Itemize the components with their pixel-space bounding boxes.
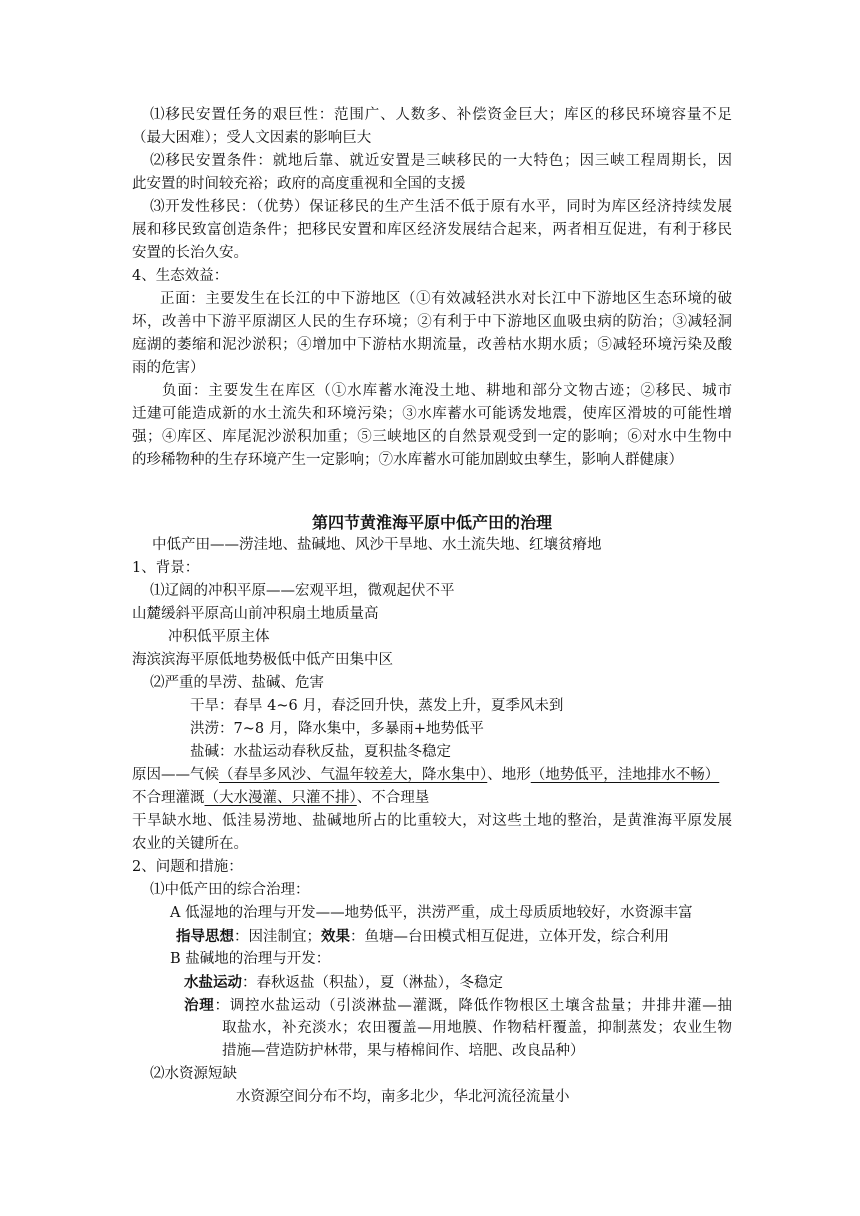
eco-benefit-heading: 4、生态效益： <box>132 268 229 284</box>
section-title: 第四节黄淮海平原中低产田的治理 <box>311 513 552 532</box>
resettle-condition-line-1: ⑵移民安置条件：就地后靠、就近安置是三峡移民的一大特色；因三峡工程周期长，因 <box>150 153 732 169</box>
eco-positive-line-2: 坏，改善中下游平原湖区人民的生存环境；②有利于中下游地区血吸虫病的防治；③减轻洞 <box>132 314 732 330</box>
eco-positive-line-3: 庭湖的萎缩和泥沙淤积；④增加中下游枯水期流量，改善枯水期水质；⑤减轻环境污染及酸 <box>132 337 732 353</box>
key-statement-line-1: 干旱缺水地、低洼易涝地、盐碱地所占的比重较大，对这些土地的整治，是黄淮海平原发展 <box>132 813 732 829</box>
resettle-task-line-1: ⑴移民安置任务的艰巨性：范围广、人数多、补偿资金巨大；库区的移民环境容量不足 <box>150 107 732 123</box>
background-coastal: 海滨滨海平原低地势极低中低产田集中区 <box>132 652 393 668</box>
measure-lowland: A 低湿地的治理与开发——地势低平，洪涝严重，成土母质质地较好，水资源丰富 <box>170 905 693 921</box>
resettle-condition-line-2: 此安置的时间较充裕；政府的高度重视和全国的支援 <box>132 176 466 192</box>
treatment-label: 治理 <box>184 997 215 1014</box>
cause-climate-label: 原因——气候 <box>132 767 219 783</box>
background-plain: ⑴辽阔的冲积平原——宏观平坦，微观起伏不平 <box>150 583 455 599</box>
cause-climate-detail: （春旱多风沙、气温年较差大，降水集中） <box>219 767 488 783</box>
background-alluvial: 冲积低平原主体 <box>168 629 270 645</box>
hazard-flood: 洪涝：7~8 月，降水集中，多暴雨+地势低平 <box>190 721 484 737</box>
measure-treatment-line-1 <box>184 994 732 1017</box>
measure-comprehensive: ⑴中低产田的综合治理： <box>150 882 310 898</box>
dev-resettle-line-3: 安置的长治久安。 <box>132 245 248 261</box>
measure-lowland-guide <box>176 925 776 948</box>
cause-terrain-detail: （地势低平，洼地排水不畅） <box>530 767 720 783</box>
hazard-drought: 干旱：春旱 4~6 月，春泛回升快，蒸发上升，夏季风未到 <box>190 698 564 714</box>
background-heading: 1、背景： <box>132 560 200 576</box>
water-salt-text: ：春秋返盐（积盐），夏（淋盐），冬稳定 <box>242 975 503 991</box>
cause-line-1 <box>132 764 732 787</box>
cause-irrigation-detail: （大水漫灌、只灌不排） <box>204 790 357 806</box>
eco-positive-line-1: 正面：主要发生在长江的中下游地区（①有效减轻洪水对长江中下游地区生态环境的破 <box>160 291 732 307</box>
cause-irrigation-label: 不合理灌溉 <box>132 790 205 806</box>
eco-negative-line-3: 强；④库区、库尾泥沙淤积加重；⑤三峡地区的自然景观受到一定的影响；⑥对水中生物中 <box>132 429 732 445</box>
measure-saline: B 盐碱地的治理与开发： <box>170 951 331 967</box>
cause-terrain-label: 、地形 <box>487 767 531 783</box>
treatment-text: ：调控水盐运动（引淡淋盐—灌溉，降低作物根区土壤含盐量；井排井灌—抽 <box>214 998 733 1014</box>
background-hazards: ⑵严重的旱涝、盐碱、危害 <box>150 675 324 691</box>
resettle-task-line-2: （最大困难）；受人文因素的影响巨大 <box>132 130 372 146</box>
background-piedmont: 山麓缓斜平原高山前冲积扇土地质量高 <box>132 606 379 622</box>
water-shortage-text: 水资源空间分布不均，南多北少，华北河流径流量小 <box>236 1089 570 1105</box>
eco-positive-line-4: 雨的危害） <box>132 360 205 376</box>
guide-text: ：因洼制宜； <box>234 929 321 945</box>
measure-water-salt <box>184 971 784 994</box>
hazard-saline: 盐碱：水盐运动春秋反盐，夏积盐冬稳定 <box>190 744 451 760</box>
effect-label: 效果 <box>321 928 350 945</box>
guide-label: 指导思想 <box>176 928 234 945</box>
measure-treatment-line-2: 取盐水，补充淡水；农田覆盖—用地膜、作物秸杆覆盖，抑制蒸发；农业生物 <box>222 1020 732 1036</box>
problems-heading: 2、问题和措施： <box>132 859 243 875</box>
measure-treatment-line-3: 措施—营造防护林带，果与椿棉间作、培肥、改良品种） <box>222 1043 585 1059</box>
dev-resettle-line-1: ⑶开发性移民：（优势）保证移民的生产生活不低于原有水平，同时为库区经济持续发展 <box>150 199 732 215</box>
low-yield-intro: 中低产田——涝洼地、盐碱地、风沙干旱地、水土流失地、红壤贫瘠地 <box>152 537 602 553</box>
key-statement-line-2: 农业的关键所在。 <box>132 836 248 852</box>
effect-text: ：鱼塘—台田模式相互促进，立体开发，综合利用 <box>350 929 669 945</box>
water-salt-label: 水盐运动 <box>184 974 242 991</box>
cause-line-2 <box>132 787 732 810</box>
dev-resettle-line-2: 展和移民致富创造条件；把移民安置和库区经济发展结合起来，两者相互促进，有利于移民 <box>132 222 732 238</box>
eco-negative-line-1: 负面：主要发生在库区（①水库蓄水淹没土地、耕地和部分文物古迹；②移民、城市 <box>162 383 732 399</box>
cause-reclaim-label: 、不合理垦 <box>356 790 430 806</box>
eco-negative-line-2: 迁建可能造成新的水土流失和环境污染；③水库蓄水可能诱发地震，使库区滑坡的可能性增 <box>132 406 732 422</box>
water-shortage-heading: ⑵水资源短缺 <box>150 1066 237 1082</box>
eco-negative-line-4: 的珍稀物种的生存环境产生一定影响；⑦水库蓄水可能加剧蚊虫孳生，影响人群健康） <box>132 452 683 468</box>
